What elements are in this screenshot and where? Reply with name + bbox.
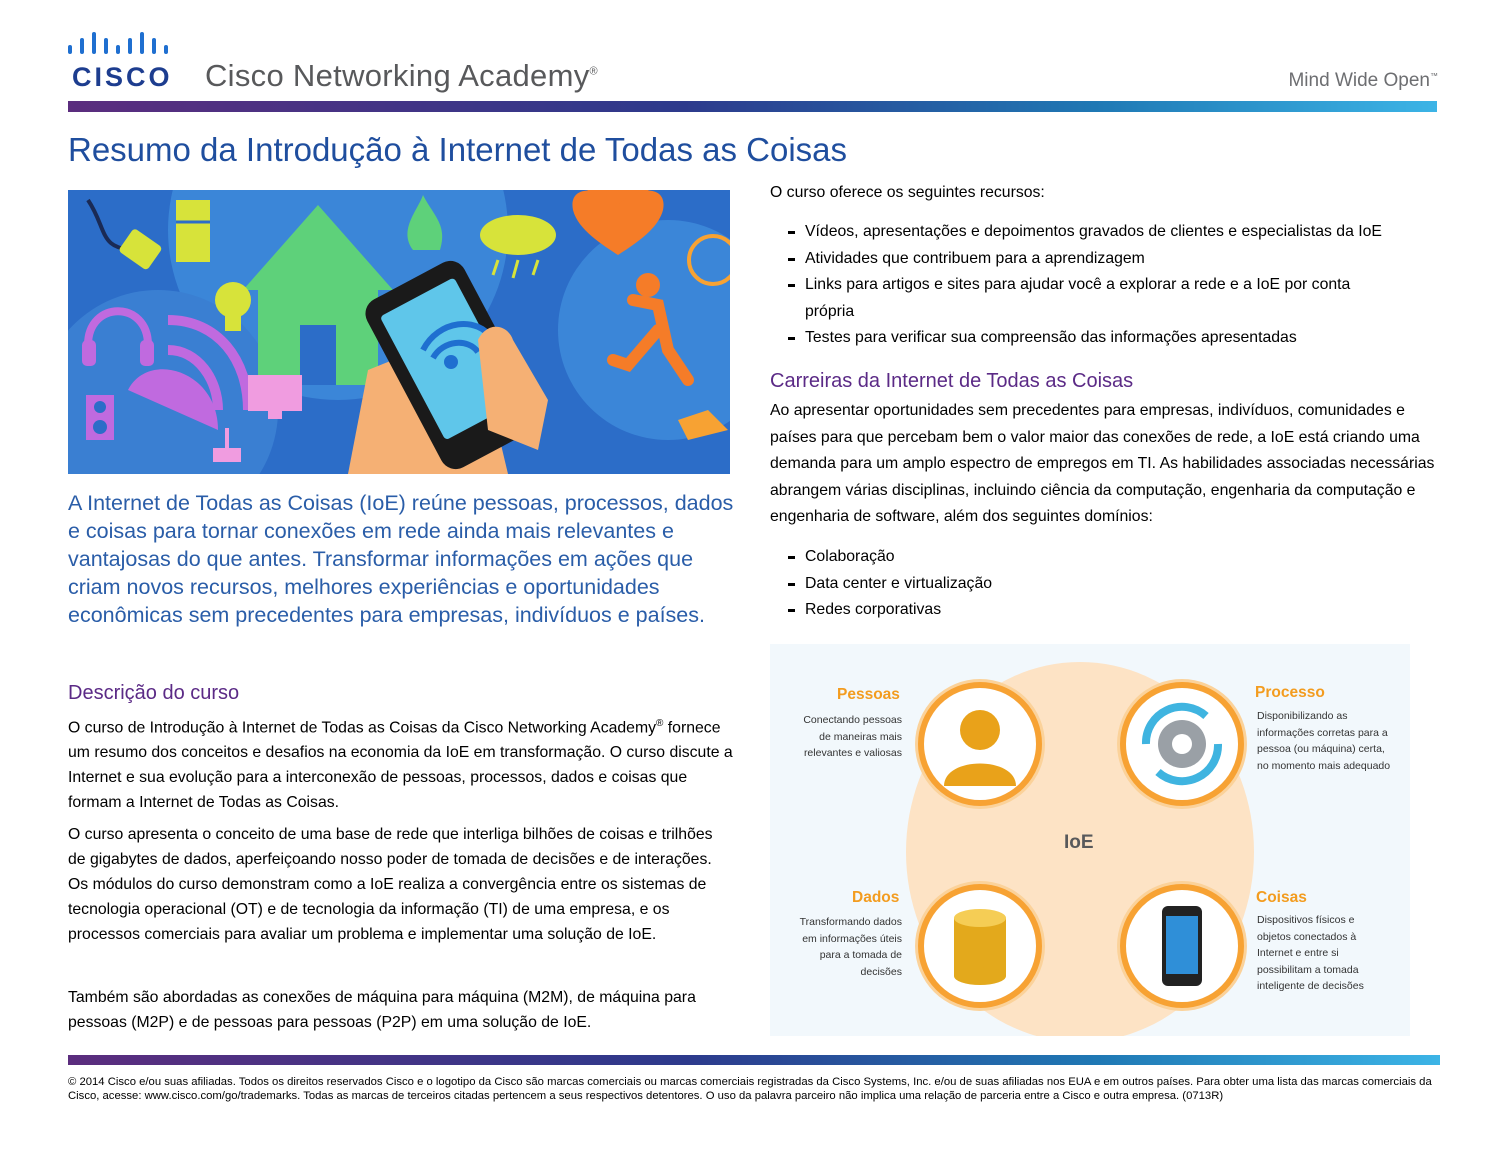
course-paragraph-2: O curso apresenta o conceito de uma base de rede que interliga bilhões de coisas e trilhões de gigabytes de dados, aperfeiçoando nosso poder de tomada de decisões e de interações. Os módulos do curso demonstram como a IoE realiza a convergência entre os sistemas de tecnologia operacional (OT) e de tecnologia da informação (TI) de uma empresa, e os processos comerciais para avaliar um problema e implementar uma solução de IoE. — [68, 826, 713, 943]
page-title: Resumo da Introdução à Internet de Todas as Coisas — [68, 131, 848, 168]
careers-list — [770, 544, 1440, 624]
list-item: Links para artigos e sites para ajudar você a explorar a rede e a IoE por conta própria — [770, 272, 1440, 325]
ioe-dados-desc: Transformando dados em informações úteis para a tomada de decisões — [799, 916, 902, 978]
list-item: Vídeos, apresentações e depoimentos gravados de clientes e especialistas da IoE — [770, 219, 1440, 246]
ioe-coisas-desc: Dispositivos físicos e objetos conectados à Internet e entre si possibilitam a tomada inteligente de decisões — [1257, 914, 1364, 992]
ioe-pessoas-label: Pessoas — [837, 686, 900, 703]
bullet-dash-icon — [788, 284, 795, 287]
hero-illustration — [68, 190, 730, 474]
fridge-icon — [176, 200, 210, 262]
plug-icon — [88, 200, 163, 271]
ioe-dados-ring — [918, 884, 1042, 1008]
ioe-pessoas-desc: Conectando pessoas de maneiras mais relevantes e valiosas — [803, 714, 902, 759]
list-item: Atividades que contribuem para a aprendizagem — [770, 246, 1440, 273]
course-paragraph-1: O curso de Introdução à Internet de Todas as Coisas da Cisco Networking Academy® fornece um resumo dos conceitos e desafios na economia da IoE em transformação. O curso discute a Internet e sua evolução para a interconexão de pessoas, processos, dados e coisas que formam a Internet de Todas as Coisas. — [68, 718, 733, 812]
bullet-dash-icon — [788, 609, 795, 612]
tagline: Mind Wide Open™ — [1288, 70, 1438, 91]
list-item: Colaboração — [770, 544, 1440, 571]
database-icon — [924, 890, 1036, 1002]
cisco-logo-bars-icon — [66, 30, 176, 60]
ioe-coisas-label: Coisas — [1256, 889, 1307, 906]
course-paragraph-3: Também são abordadas as conexões de máquina para máquina (M2M), de máquina para pessoas (M2P) e de pessoas para pessoas (P2P) em uma solução de IoE. — [68, 989, 696, 1031]
footer-gradient-bar — [68, 1055, 1440, 1065]
ioe-center-label: IoE — [1064, 832, 1094, 853]
speaker-icon — [86, 395, 114, 440]
gear-cycle-icon — [1126, 688, 1238, 800]
intro-paragraph: A Internet de Todas as Coisas (IoE) reúne pessoas, processos, dados e coisas para tornar conexões em rede ainda mais relevantes e vantajosas do que antes. Transformar informações em ações que criam novos recursos, melhores experiências e oportunidades econômicas sem precedentes para empresas, indivíduos e países. — [68, 491, 734, 627]
header-gradient-bar — [68, 101, 1437, 112]
list-item: Data center e virtualização — [770, 571, 1440, 598]
ioe-processo-ring — [1120, 682, 1244, 806]
ioe-processo-label: Processo — [1255, 684, 1325, 701]
bullet-dash-icon — [788, 337, 795, 340]
ioe-pessoas-ring — [918, 682, 1042, 806]
person-icon — [924, 688, 1036, 800]
ioe-processo-desc: Disponibilizando as informações corretas para a pessoa (ou máquina) certa, no momento mais adequado — [1257, 710, 1391, 772]
careers-heading: Carreiras da Internet de Todas as Coisas — [770, 370, 1134, 392]
ioe-dados-label: Dados — [852, 889, 900, 906]
ioe-coisas-ring — [1120, 884, 1244, 1008]
bullet-dash-icon — [788, 231, 795, 234]
careers-paragraph: Ao apresentar oportunidades sem precedentes para empresas, indivíduos, comunidades e países para que percebam bem o valor maior das conexões de rede, a IoE está criando uma demanda para um amplo espectro de empregos em TI. As habilidades associadas necessárias abrangem várias disciplinas, incluindo ciência da computação, engenharia da computação e engenharia de software, além dos seguintes domínios: — [770, 402, 1435, 525]
smartphone-icon — [1126, 890, 1238, 1002]
course-heading: Descrição do curso — [68, 682, 240, 704]
resources-list — [770, 219, 1440, 352]
footer-legal-text: © 2014 Cisco e/ou suas afiliadas. Todos os direitos reservados Cisco e o logotipo da Cisco são marcas comerciais ou marcas comerciais registradas da Cisco Systems, Inc. e/ou de suas afiliadas nos EUA e em outros países. Para obter uma lista das marcas comerciais da Cisco, acesse: www.cisco.com/go/trademarks. Todas as marcas de terceiros citadas pertencem a seus respectivos detentores. O uso da palavra parceiro não implica uma relação de parceria entre a Cisco e outra empresa. (0713R) — [68, 1076, 1432, 1102]
ioe-diagram — [770, 644, 1410, 1036]
bullet-dash-icon — [788, 556, 795, 559]
bullet-dash-icon — [788, 583, 795, 586]
resources-lead: O curso oferece os seguintes recursos: — [770, 184, 1045, 201]
bullet-dash-icon — [788, 258, 795, 261]
cisco-logo-wordmark: CISCO — [72, 62, 173, 92]
academy-name: Cisco Networking Academy® — [205, 58, 598, 93]
list-item: Redes corporativas — [770, 597, 1440, 624]
list-item: Testes para verificar sua compreensão das informações apresentadas — [770, 325, 1440, 352]
